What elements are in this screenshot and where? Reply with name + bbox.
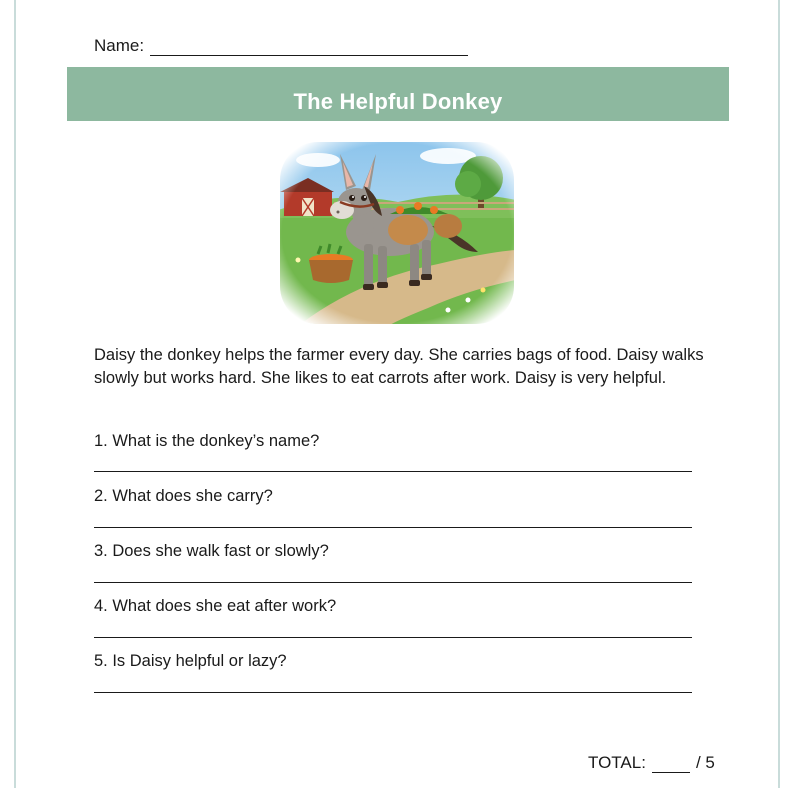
total-max: / 5 <box>695 753 715 772</box>
question-2: 2. What does she carry? <box>94 487 273 505</box>
name-row <box>94 34 468 56</box>
total-score-field[interactable] <box>652 756 690 773</box>
page-border-left <box>14 0 16 788</box>
answer-line-2[interactable] <box>94 527 692 528</box>
title-banner <box>67 67 729 121</box>
story-paragraph: Daisy the donkey helps the farmer every day. She carries bags of food. Daisy walks slowly but works hard. She likes to eat carrots after work. Daisy is very helpful. <box>94 346 704 387</box>
answer-line-4[interactable] <box>94 637 692 638</box>
name-label: Name: <box>94 36 145 55</box>
page-border-right <box>778 0 780 788</box>
question-5: 5. Is Daisy helpful or lazy? <box>94 652 287 670</box>
question-1: 1. What is the donkey’s name? <box>94 432 320 450</box>
question-3: 3. Does she walk fast or slowly? <box>94 542 329 560</box>
total-score <box>588 753 715 773</box>
answer-line-3[interactable] <box>94 582 692 583</box>
worksheet-title: The Helpful Donkey <box>293 89 503 114</box>
total-label: TOTAL: <box>588 753 646 772</box>
question-4: 4. What does she eat after work? <box>94 597 337 615</box>
name-field[interactable] <box>150 37 468 56</box>
answer-line-5[interactable] <box>94 692 692 693</box>
donkey-farm-illustration <box>278 140 516 326</box>
answer-line-1[interactable] <box>94 471 692 472</box>
